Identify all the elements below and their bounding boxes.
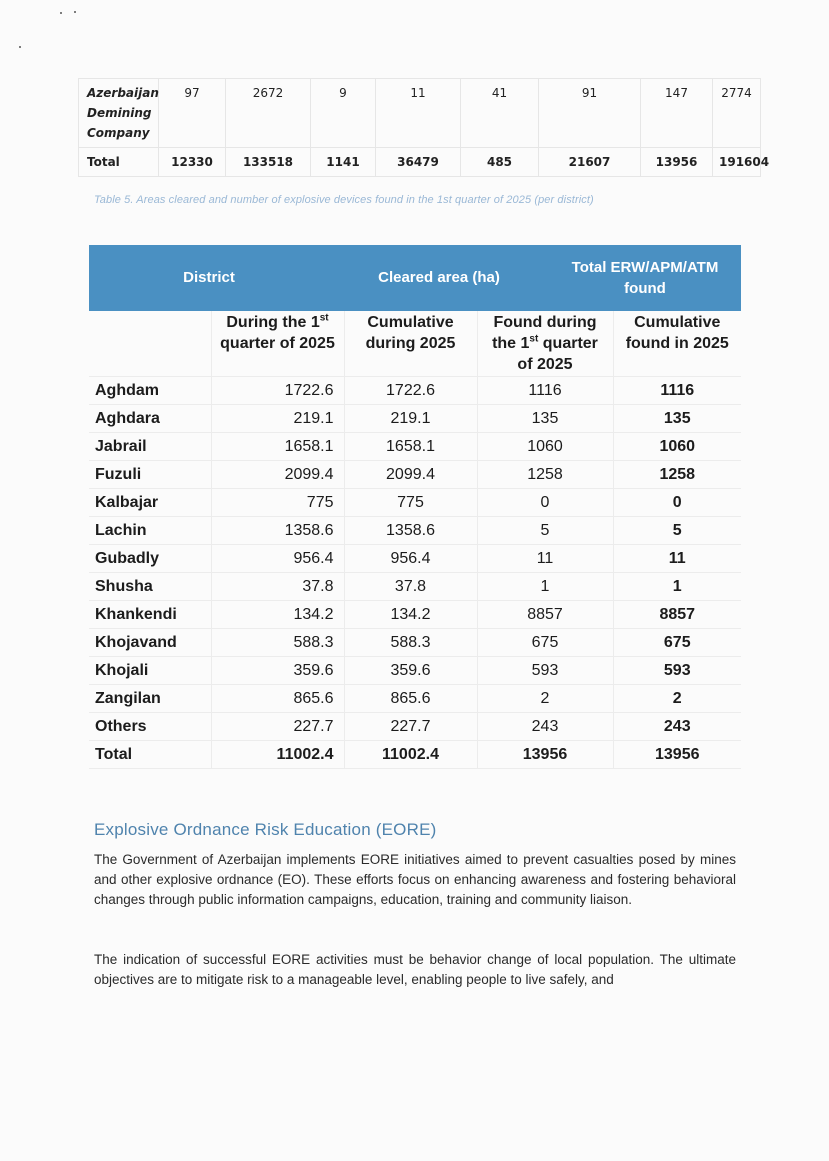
table-row xyxy=(89,545,741,573)
found-cumulative: 593 xyxy=(613,657,741,685)
subheader-row xyxy=(89,311,741,377)
district-name: Aghdara xyxy=(89,405,211,433)
found-cumulative: 8857 xyxy=(613,601,741,629)
table-caption: Table 5. Areas cleared and number of explosive devices found in the 1st quarter of 2025 (per district) xyxy=(94,194,594,206)
found-cumulative: 0 xyxy=(613,489,741,517)
subheader-cumulative: Cumulative during 2025 xyxy=(344,311,477,377)
cell: 485 xyxy=(461,148,539,177)
found-cumulative: 11 xyxy=(613,545,741,573)
cell: 36479 xyxy=(376,148,461,177)
found-cumulative: 2 xyxy=(613,685,741,713)
table-row xyxy=(89,377,741,405)
cleared-q1: 1658.1 xyxy=(211,433,344,461)
cell: 21607 xyxy=(539,148,641,177)
district-name: Zangilan xyxy=(89,685,211,713)
cleared-q1: 11002.4 xyxy=(211,741,344,769)
table-row xyxy=(89,629,741,657)
cleared-cumulative: 134.2 xyxy=(344,601,477,629)
header-cleared-area: Cleared area (ha) xyxy=(378,269,500,286)
found-q1: 135 xyxy=(477,405,613,433)
cleared-q1: 775 xyxy=(211,489,344,517)
cleared-q1: 37.8 xyxy=(211,573,344,601)
cleared-cumulative: 219.1 xyxy=(344,405,477,433)
found-cumulative: 1060 xyxy=(613,433,741,461)
cell: 191604 xyxy=(713,148,761,177)
cell: 41 xyxy=(461,79,539,148)
table-row xyxy=(89,489,741,517)
scan-speck xyxy=(60,12,62,14)
found-cumulative: 1 xyxy=(613,573,741,601)
found-cumulative: 5 xyxy=(613,517,741,545)
found-q1: 2 xyxy=(477,685,613,713)
district-name: Fuzuli xyxy=(89,461,211,489)
found-cumulative: 13956 xyxy=(613,741,741,769)
cell: 133518 xyxy=(226,148,311,177)
found-q1: 243 xyxy=(477,713,613,741)
district-name: Khankendi xyxy=(89,601,211,629)
top-table xyxy=(78,78,770,177)
table-row xyxy=(89,657,741,685)
cleared-cumulative: 956.4 xyxy=(344,545,477,573)
row-label: Azerbaijan Demining Company xyxy=(79,79,159,148)
section-title: Explosive Ordnance Risk Education (EORE) xyxy=(94,820,437,839)
cleared-cumulative: 588.3 xyxy=(344,629,477,657)
cleared-q1: 1722.6 xyxy=(211,377,344,405)
district-name: Jabrail xyxy=(89,433,211,461)
subheader-during-q1: During the 1st quarter of 2025 xyxy=(211,311,344,377)
found-cumulative: 135 xyxy=(613,405,741,433)
district-name: Others xyxy=(89,713,211,741)
found-cumulative: 1258 xyxy=(613,461,741,489)
cleared-cumulative: 359.6 xyxy=(344,657,477,685)
cleared-cumulative: 775 xyxy=(344,489,477,517)
cleared-cumulative: 2099.4 xyxy=(344,461,477,489)
paragraph: The indication of successful EORE activities must be behavior change of local population. The ultimate objectives are to mitigate risk to a manageable level, enabling people to live safely, and xyxy=(94,952,736,987)
cell: 97 xyxy=(159,79,226,148)
scan-speck xyxy=(74,11,76,13)
district-name: Gubadly xyxy=(89,545,211,573)
subheader-found-q1: Found during the 1st quarter of 2025 xyxy=(477,311,613,377)
cleared-cumulative: 227.7 xyxy=(344,713,477,741)
found-q1: 593 xyxy=(477,657,613,685)
found-cumulative: 243 xyxy=(613,713,741,741)
table-header-band xyxy=(89,245,741,311)
table-row xyxy=(89,433,741,461)
cleared-q1: 134.2 xyxy=(211,601,344,629)
subheader-empty xyxy=(89,311,211,377)
district-name: Kalbajar xyxy=(89,489,211,517)
found-q1: 0 xyxy=(477,489,613,517)
found-q1: 1258 xyxy=(477,461,613,489)
found-q1: 1 xyxy=(477,573,613,601)
cleared-q1: 1358.6 xyxy=(211,517,344,545)
found-q1: 1116 xyxy=(477,377,613,405)
cleared-q1: 956.4 xyxy=(211,545,344,573)
table-row xyxy=(79,79,761,148)
district-name: Khojali xyxy=(89,657,211,685)
table-row xyxy=(89,517,741,545)
found-cumulative: 675 xyxy=(613,629,741,657)
header-district: District xyxy=(183,269,235,286)
header-total-found: Total ERW/APM/ATM found xyxy=(571,259,719,297)
found-q1: 8857 xyxy=(477,601,613,629)
row-label: Total xyxy=(79,148,159,177)
found-q1: 675 xyxy=(477,629,613,657)
cleared-cumulative: 1722.6 xyxy=(344,377,477,405)
district-name: Total xyxy=(89,741,211,769)
cleared-q1: 219.1 xyxy=(211,405,344,433)
found-q1: 11 xyxy=(477,545,613,573)
district-name: Aghdam xyxy=(89,377,211,405)
district-name: Lachin xyxy=(89,517,211,545)
cell: 2774 xyxy=(713,79,761,148)
found-q1: 5 xyxy=(477,517,613,545)
cleared-cumulative: 1658.1 xyxy=(344,433,477,461)
cleared-q1: 227.7 xyxy=(211,713,344,741)
scan-speck xyxy=(19,46,21,48)
cell: 2672 xyxy=(226,79,311,148)
cell: 12330 xyxy=(159,148,226,177)
cleared-cumulative: 865.6 xyxy=(344,685,477,713)
cell: 13956 xyxy=(641,148,713,177)
paragraph: The Government of Azerbaijan implements EORE initiatives aimed to prevent casualties posed by mines and other explosive ordnance (EO). These efforts focus on enhancing awareness and fostering behavioral changes through public information campaigns, education, training and community liaison. xyxy=(94,852,736,907)
table-row xyxy=(89,601,741,629)
found-cumulative: 1116 xyxy=(613,377,741,405)
table-row xyxy=(89,685,741,713)
cleared-q1: 359.6 xyxy=(211,657,344,685)
cleared-q1: 2099.4 xyxy=(211,461,344,489)
district-table xyxy=(89,311,741,769)
cell: 91 xyxy=(539,79,641,148)
table-row xyxy=(79,148,761,177)
table-row xyxy=(89,713,741,741)
cleared-cumulative: 11002.4 xyxy=(344,741,477,769)
district-name: Khojavand xyxy=(89,629,211,657)
table-row xyxy=(89,405,741,433)
cleared-cumulative: 37.8 xyxy=(344,573,477,601)
cell: 9 xyxy=(311,79,376,148)
cleared-q1: 588.3 xyxy=(211,629,344,657)
cleared-cumulative: 1358.6 xyxy=(344,517,477,545)
cell: 147 xyxy=(641,79,713,148)
table-row xyxy=(89,741,741,769)
cleared-q1: 865.6 xyxy=(211,685,344,713)
district-name: Shusha xyxy=(89,573,211,601)
found-q1: 13956 xyxy=(477,741,613,769)
cell: 1141 xyxy=(311,148,376,177)
found-q1: 1060 xyxy=(477,433,613,461)
cell: 11 xyxy=(376,79,461,148)
subheader-found-cumulative: Cumulative found in 2025 xyxy=(613,311,741,377)
table-row xyxy=(89,573,741,601)
table-row xyxy=(89,461,741,489)
